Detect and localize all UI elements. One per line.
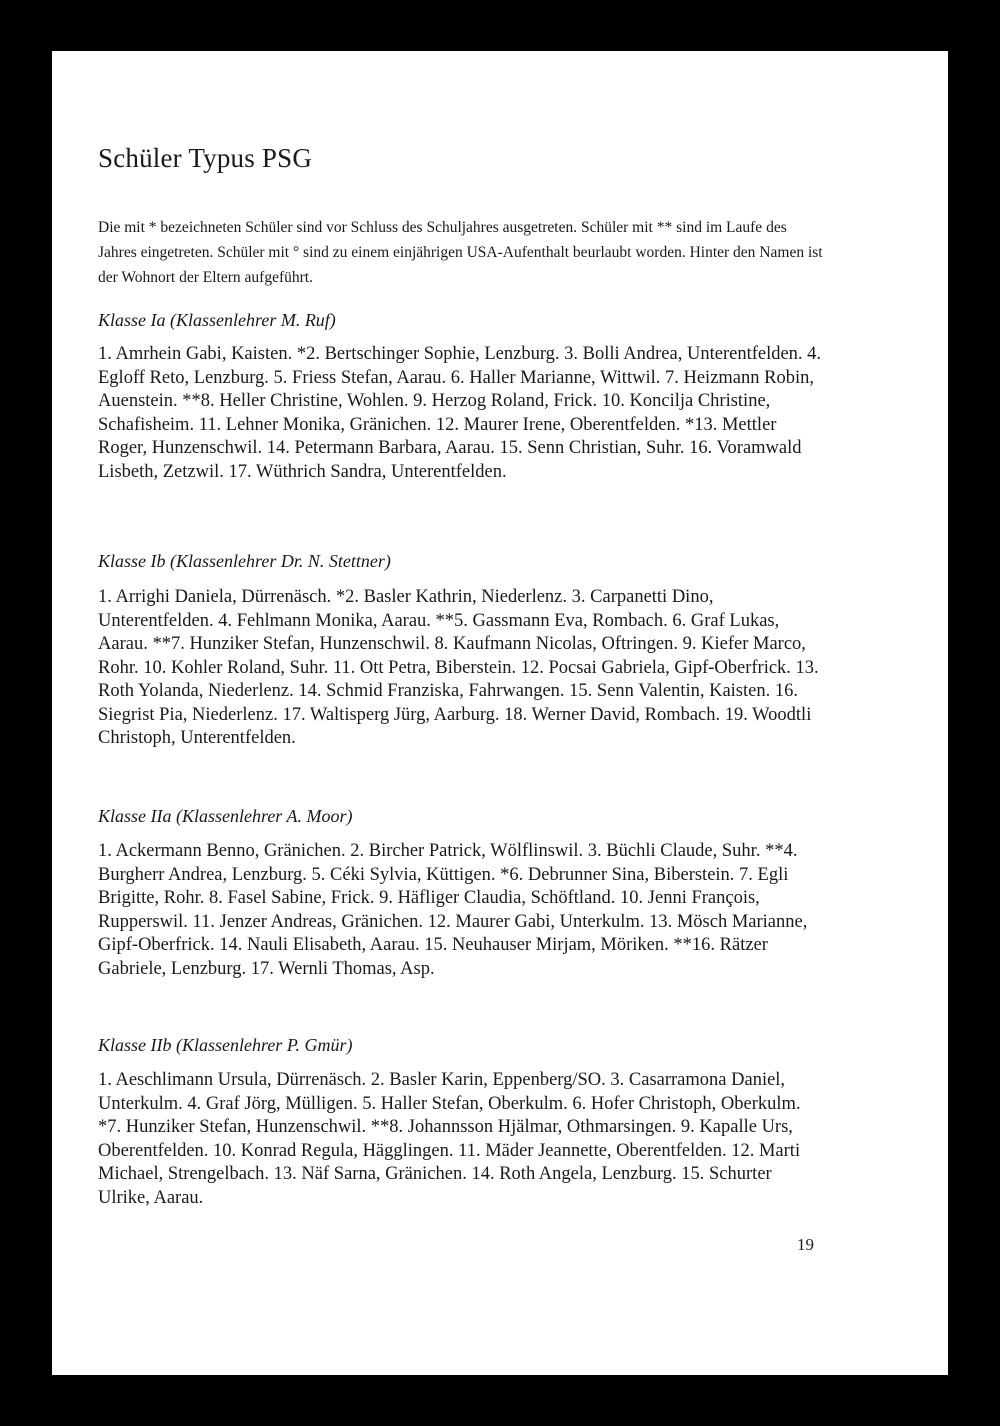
intro-paragraph: Die mit * bezeichneten Schüler sind vor Schluss des Schuljahres ausgetreten. Schüler mit ** sind im Laufe des Jahres eingetreten. Schüler mit ° sind zu einem einjährigen USA-Aufenthalt beurlaubt worden. Hinter den Namen ist der Wohnort der Eltern aufgeführt.: [98, 219, 823, 286]
student-list-iib: 1. Aeschlimann Ursula, Dürrenäsch. 2. Basler Karin, Eppenberg/SO. 3. Casarramona Daniel, Unterkulm. 4. Graf Jörg, Mülligen. 5. Haller Stefan, Oberkulm. 6. Hofer Christoph, Oberkulm. *7. Hunziker Stefan, Hunzenschwil. **8. Johannsson Hjälmar, Othmarsingen. 9. Kapalle Urs, Oberentfelden. 10. Konrad Regula, Hägglingen. 11. Mäder Jeannette, Oberentfelden. 12. Marti Michael, Strengelbach. 13. Näf Sarna, Gränichen. 14. Roth Angela, Lenzburg. 15. Schurter Ulrike, Aarau.: [98, 1070, 801, 1208]
student-list-ib: 1. Arrighi Daniela, Dürrenäsch. *2. Basler Kathrin, Niederlenz. 3. Carpanetti Dino, Unterentfelden. 4. Fehlmann Monika, Aarau. **5. Gassmann Eva, Rombach. 6. Graf Lukas, Aarau. **7. Hunziker Stefan, Hunzenschwil. 8. Kaufmann Nicolas, Oftringen. 9. Kiefer Marco, Rohr. 10. Kohler Roland, Suhr. 11. Ott Petra, Biberstein. 12. Pocsai Gabriela, Gipf-Oberfrick. 13. Roth Yolanda, Niederlenz. 14. Schmid Franziska, Fahrwangen. 15. Senn Valentin, Kaisten. 16. Siegrist Pia, Niederlenz. 17. Waltisperg Jürg, Aarburg. 18. Werner David, Rombach. 19. Woodtli Christoph, Unterentfelden.: [98, 587, 819, 748]
class-heading-iia: Klasse IIa (Klassenlehrer A. Moor): [98, 806, 353, 826]
page-title: Schüler Typus PSG: [98, 143, 313, 173]
document-page: [52, 51, 948, 1375]
student-list-ia: 1. Amrhein Gabi, Kaisten. *2. Bertschinger Sophie, Lenzburg. 3. Bolli Andrea, Unterentfelden. 4. Egloff Reto, Lenzburg. 5. Friess Stefan, Aarau. 6. Haller Marianne, Wittwil. 7. Heizmann Robin, Auenstein. **8. Heller Christine, Wohlen. 9. Herzog Roland, Frick. 10. Koncilja Christine, Schafisheim. 11. Lehner Monika, Gränichen. 12. Maurer Irene, Oberentfelden. *13. Mettler Roger, Hunzenschwil. 14. Petermann Barbara, Aarau. 15. Senn Christian, Suhr. 16. Voramwald Lisbeth, Zetzwil. 17. Wüthrich Sandra, Unterentfelden.: [98, 344, 822, 482]
class-heading-iib: Klasse IIb (Klassenlehrer P. Gmür): [98, 1035, 353, 1055]
page-number: 19: [797, 1235, 814, 1254]
student-list-iia: 1. Ackermann Benno, Gränichen. 2. Bircher Patrick, Wölflinswil. 3. Büchli Claude, Suhr. **4. Burgherr Andrea, Lenzburg. 5. Céki Sylvia, Küttigen. *6. Debrunner Sina, Biberstein. 7. Egli Brigitte, Rohr. 8. Fasel Sabine, Frick. 9. Häfliger Claudia, Schöftland. 10. Jenni François, Rupperswil. 11. Jenzer Andreas, Gränichen. 12. Maurer Gabi, Unterkulm. 13. Mösch Marianne, Gipf-Oberfrick. 14. Nauli Elisabeth, Aarau. 15. Neuhauser Mirjam, Möriken. **16. Rätzer Gabriele, Lenzburg. 17. Wernli Thomas, Asp.: [98, 841, 808, 979]
class-heading-ib: Klasse Ib (Klassenlehrer Dr. N. Stettner): [98, 551, 391, 571]
class-heading-ia: Klasse Ia (Klassenlehrer M. Ruf): [98, 310, 336, 330]
